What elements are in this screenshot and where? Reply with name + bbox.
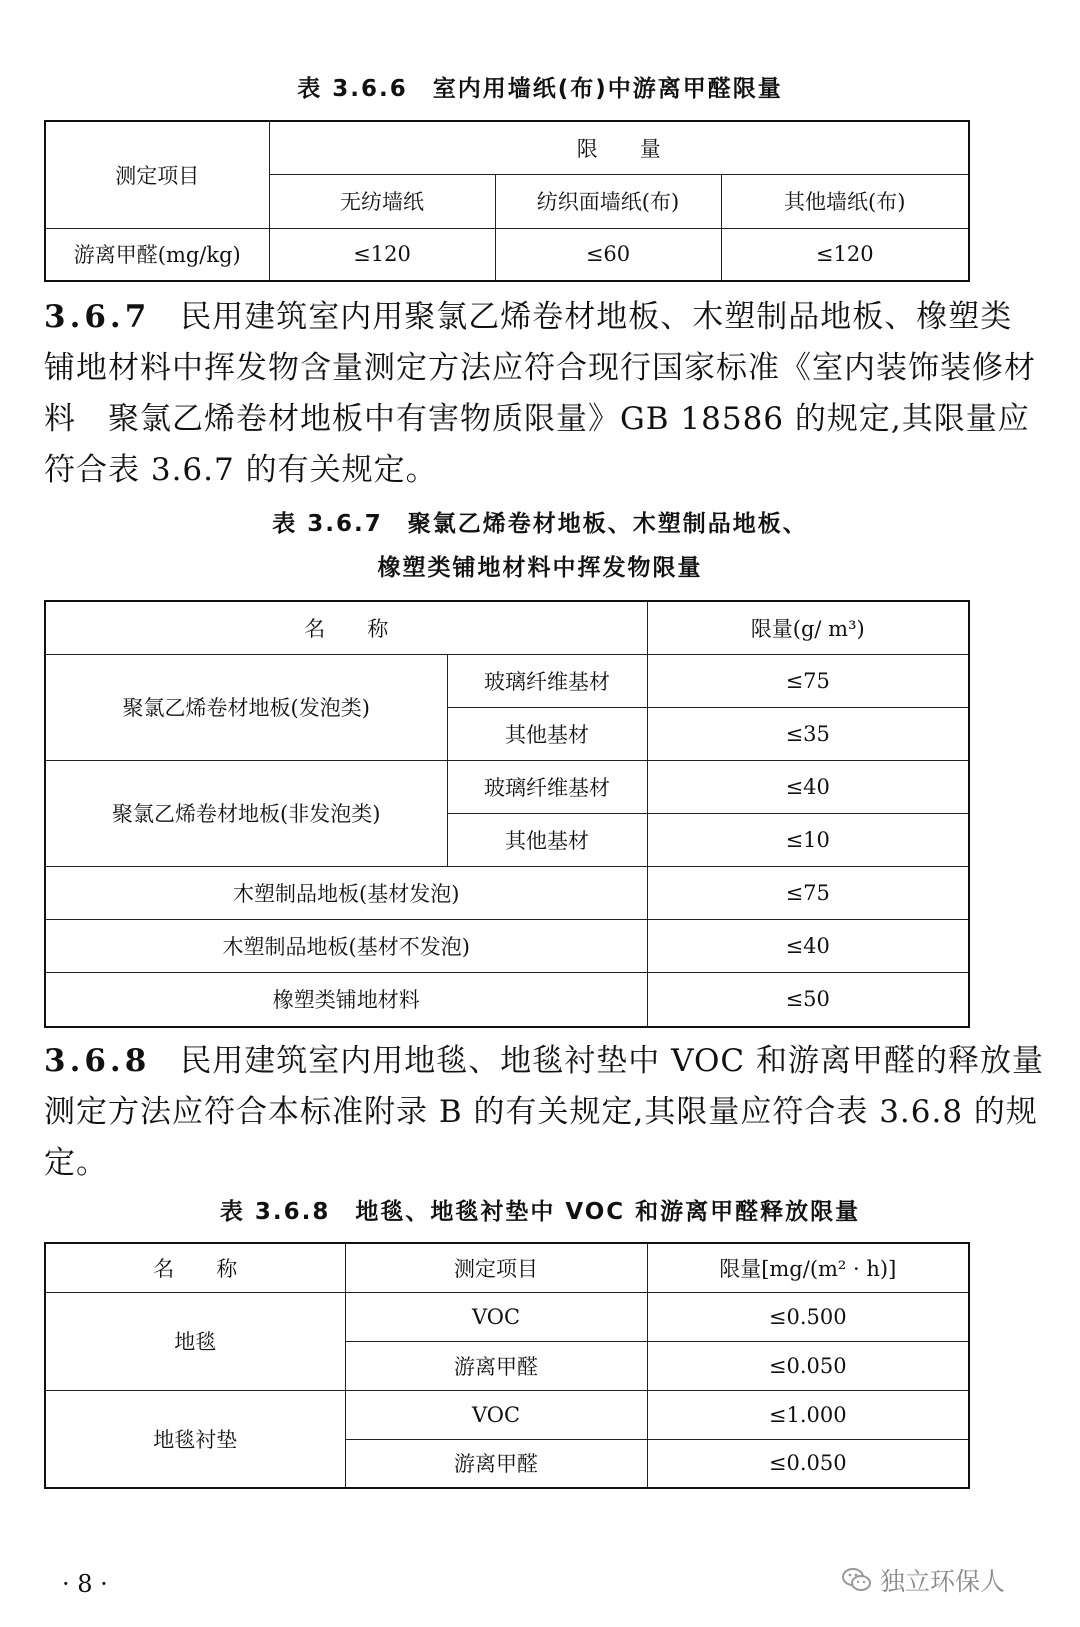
header-name: 名 称 [45,601,647,654]
substrate: 其他基材 [447,813,647,866]
wechat-icon [842,1567,872,1593]
table-3-6-8-caption: 表 3.6.8 地毯、地毯衬垫中 VOC 和游离甲醛释放限量 [219,1199,861,1225]
watermark-text: 独立环保人 [880,1567,1006,1596]
substrate: 玻璃纤维基材 [447,654,647,707]
test-item: 游离甲醛 [345,1439,647,1488]
clause-text: 民用建筑室内用聚氯乙烯卷材地板、木塑制品地板、橡塑类铺地材料中挥发物含量测定方法应符合现行国家标准《室内装饰装修材料 聚氯乙烯卷材地板中有害物质限量》GB 18586 的规定,其限量应符合表 3.6.7 的有关规定。 [44,299,1036,488]
test-item: VOC [345,1292,647,1341]
limit-value: ≤40 [647,760,969,813]
col-header: 其他墙纸(布) [721,174,969,228]
header-item: 测定项目 [345,1243,647,1292]
test-item: 游离甲醛 [345,1341,647,1390]
page-number: · 8 · [62,1570,108,1598]
limit-value: ≤0.500 [647,1292,969,1341]
limit-value: ≤120 [269,228,495,281]
col-header: 无纺墙纸 [269,174,495,228]
limit-value: ≤35 [647,707,969,760]
clause-number: 3.6.8 [44,1043,151,1079]
material-name: 地毯衬垫 [45,1390,345,1488]
limit-value: ≤0.050 [647,1439,969,1488]
table-3-6-7-caption-line1: 表 3.6.7 聚氯乙烯卷材地板、木塑制品地板、 [272,511,808,537]
clause-3-6-7 [44,292,1044,496]
substrate: 玻璃纤维基材 [447,760,647,813]
limit-value: ≤60 [495,228,721,281]
material-name: 木塑制品地板(基材发泡) [45,866,647,919]
material-name: 聚氯乙烯卷材地板(非发泡类) [45,760,447,866]
limit-value: ≤120 [721,228,969,281]
table-3-6-6 [44,120,970,282]
limit-value: ≤10 [647,813,969,866]
limit-value: ≤75 [647,866,969,919]
limit-value: ≤50 [647,972,969,1027]
limit-value: ≤75 [647,654,969,707]
header-item: 测定项目 [45,121,269,228]
limit-value: ≤0.050 [647,1341,969,1390]
table-3-6-8 [44,1242,970,1489]
col-header: 纺织面墙纸(布) [495,174,721,228]
material-name: 橡塑类铺地材料 [45,972,647,1027]
table-3-6-7 [44,600,970,1028]
limit-value: ≤1.000 [647,1390,969,1439]
row-label: 游离甲醛(mg/kg) [45,228,269,281]
limit-value: ≤40 [647,919,969,972]
header-name: 名 称 [45,1243,345,1292]
test-item: VOC [345,1390,647,1439]
clause-3-6-8 [44,1036,1044,1189]
material-name: 地毯 [45,1292,345,1390]
header-limit: 限 量 [269,121,969,174]
header-limit: 限量(g/ m³) [647,601,969,654]
table-3-6-6-caption: 表 3.6.6 室内用墙纸(布)中游离甲醛限量 [297,76,783,102]
material-name: 聚氯乙烯卷材地板(发泡类) [45,654,447,760]
table-3-6-7-caption-line2: 橡塑类铺地材料中挥发物限量 [377,555,703,581]
clause-text: 民用建筑室内用地毯、地毯衬垫中 VOC 和游离甲醛的释放量测定方法应符合本标准附录 B 的有关规定,其限量应符合表 3.6.8 的规定。 [44,1043,1044,1181]
substrate: 其他基材 [447,707,647,760]
material-name: 木塑制品地板(基材不发泡) [45,919,647,972]
watermark [842,1562,1005,1598]
clause-number: 3.6.7 [44,299,151,335]
header-limit: 限量[mg/(m² · h)] [647,1243,969,1292]
